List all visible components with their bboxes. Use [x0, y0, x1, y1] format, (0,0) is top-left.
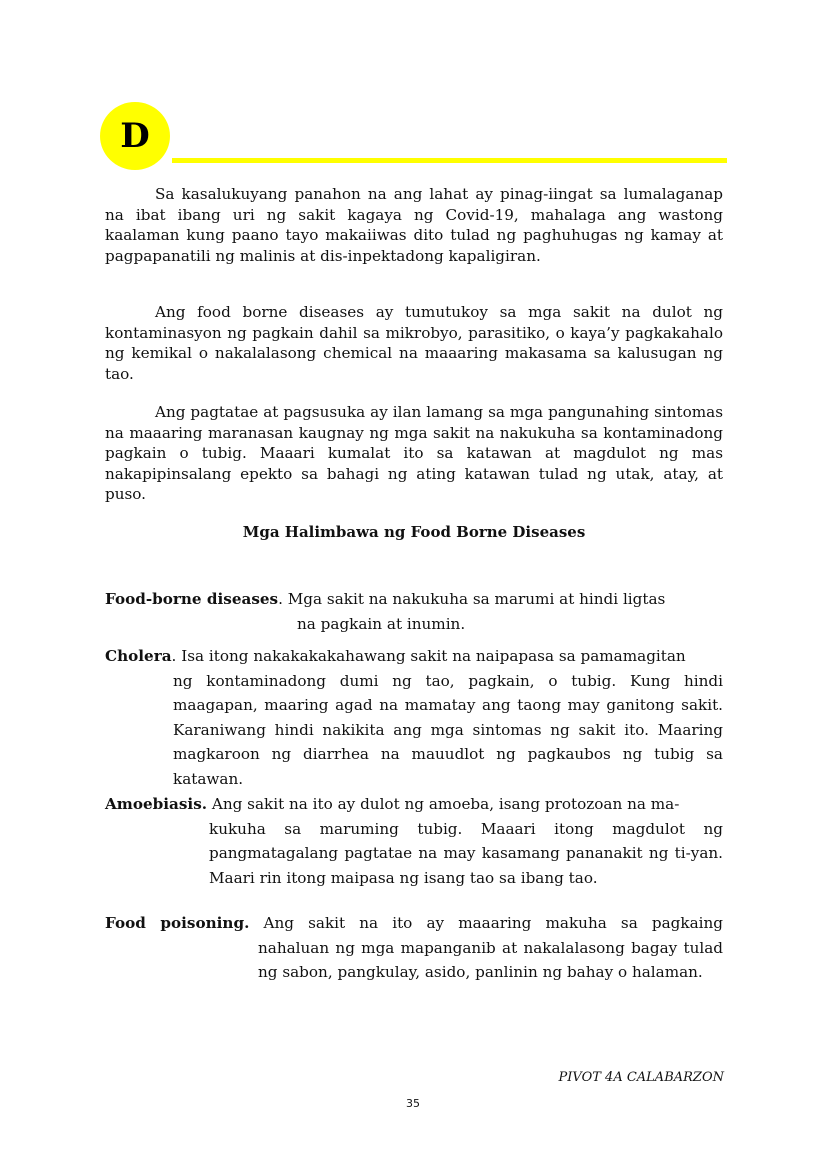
intro-paragraph: Sa kasalukuyang panahon na ang lahat ay pinag-iingat sa lumalaganap na ibat ibang uri ng sakit kagaya ng Covid-19, mahalaga ang wastong kaalaman kung paano tayo makaiiwas dito tulad ng paghuhugas ng kamay at pagpapanatili ng malinis at dis-inpektadong kapaligiran. — [105, 185, 723, 265]
term-punct: . — [278, 590, 283, 608]
definition-term: Food-borne diseases — [105, 590, 279, 608]
definition-continuation: ng kontaminadong dumi ng tao, pagkain, o tubig. Kung hindi maagapan, maaring agad na mamatay ang taong may ganitong sakit. Karaniwang hindi nakikita ang mga sintomas ng sakit ito. Maaring magkaroon ng diarrhea na mauudlot ng pagkaubos ng tubig sa katawan. — [173, 671, 723, 788]
section-heading: Mga Halimbawa ng Food Borne Diseases — [242, 523, 586, 541]
section-letter: D — [120, 116, 150, 156]
definition-paragraph: Ang food borne diseases ay tumutukoy sa mga sakit na dulot ng kontaminasyon ng pagkain dahil sa mikrobyo, parasitiko, o kaya’y pagkakahalo ng kemikal o nakalalasong chemical na maaaring makasama sa kalusugan ng tao. — [105, 303, 723, 383]
definition-text: Ang sakit na ito ay dulot ng amoeba, isang protozoan na ma- — [207, 795, 680, 813]
symptoms-paragraph: Ang pagtatae at pagsusuka ay ilan lamang sa mga pangunahing sintomas na maaaring maranasan kaugnay ng mga sakit na nakukuha sa kontaminadong pagkain o tubig. Maaari kumalat ito sa katawan at magdulot ng mas nakapipinsalang epekto sa bahagi ng ating katawan tulad ng utak, atay, at puso. — [105, 403, 723, 503]
definition-continuation: kukuha sa maruming tubig. Maaari itong magdulot ng pangmatagalang pagtatae na may kasamang pananakit ng ti-yan. Maari rin itong maipasa ng isang tao sa ibang tao. — [209, 819, 723, 887]
footer-brand: PIVOT 4A CALABARZON — [558, 1070, 724, 1085]
term-punct: . — [171, 647, 177, 665]
definition-text: Mga sakit na nakukuha sa marumi at hindi ligtas — [282, 590, 666, 608]
definition-term: Amoebiasis. — [105, 795, 208, 813]
section-badge — [100, 102, 170, 170]
definition-item — [105, 587, 723, 636]
definition-text: Ang sakit na ito ay maaaring makuha sa pagkaing — [249, 914, 724, 932]
definition-item — [105, 644, 723, 791]
definition-term: Food poisoning. — [105, 914, 250, 932]
section-divider — [172, 158, 727, 163]
definition-text: Isa itong nakakakakahawang sakit na naipapasa sa pamamagitan — [176, 647, 686, 665]
definition-continuation: nahaluan ng mga mapanganib at nakalalasong bagay tulad ng sabon, pangkulay, asido, panlinin ng bahay o halaman. — [258, 938, 723, 981]
definition-item — [105, 792, 723, 890]
page-number: 35 — [406, 1097, 420, 1110]
definition-continuation: na pagkain at inumin. — [297, 614, 466, 633]
definition-item — [105, 911, 723, 985]
definition-term: Cholera — [105, 647, 172, 665]
